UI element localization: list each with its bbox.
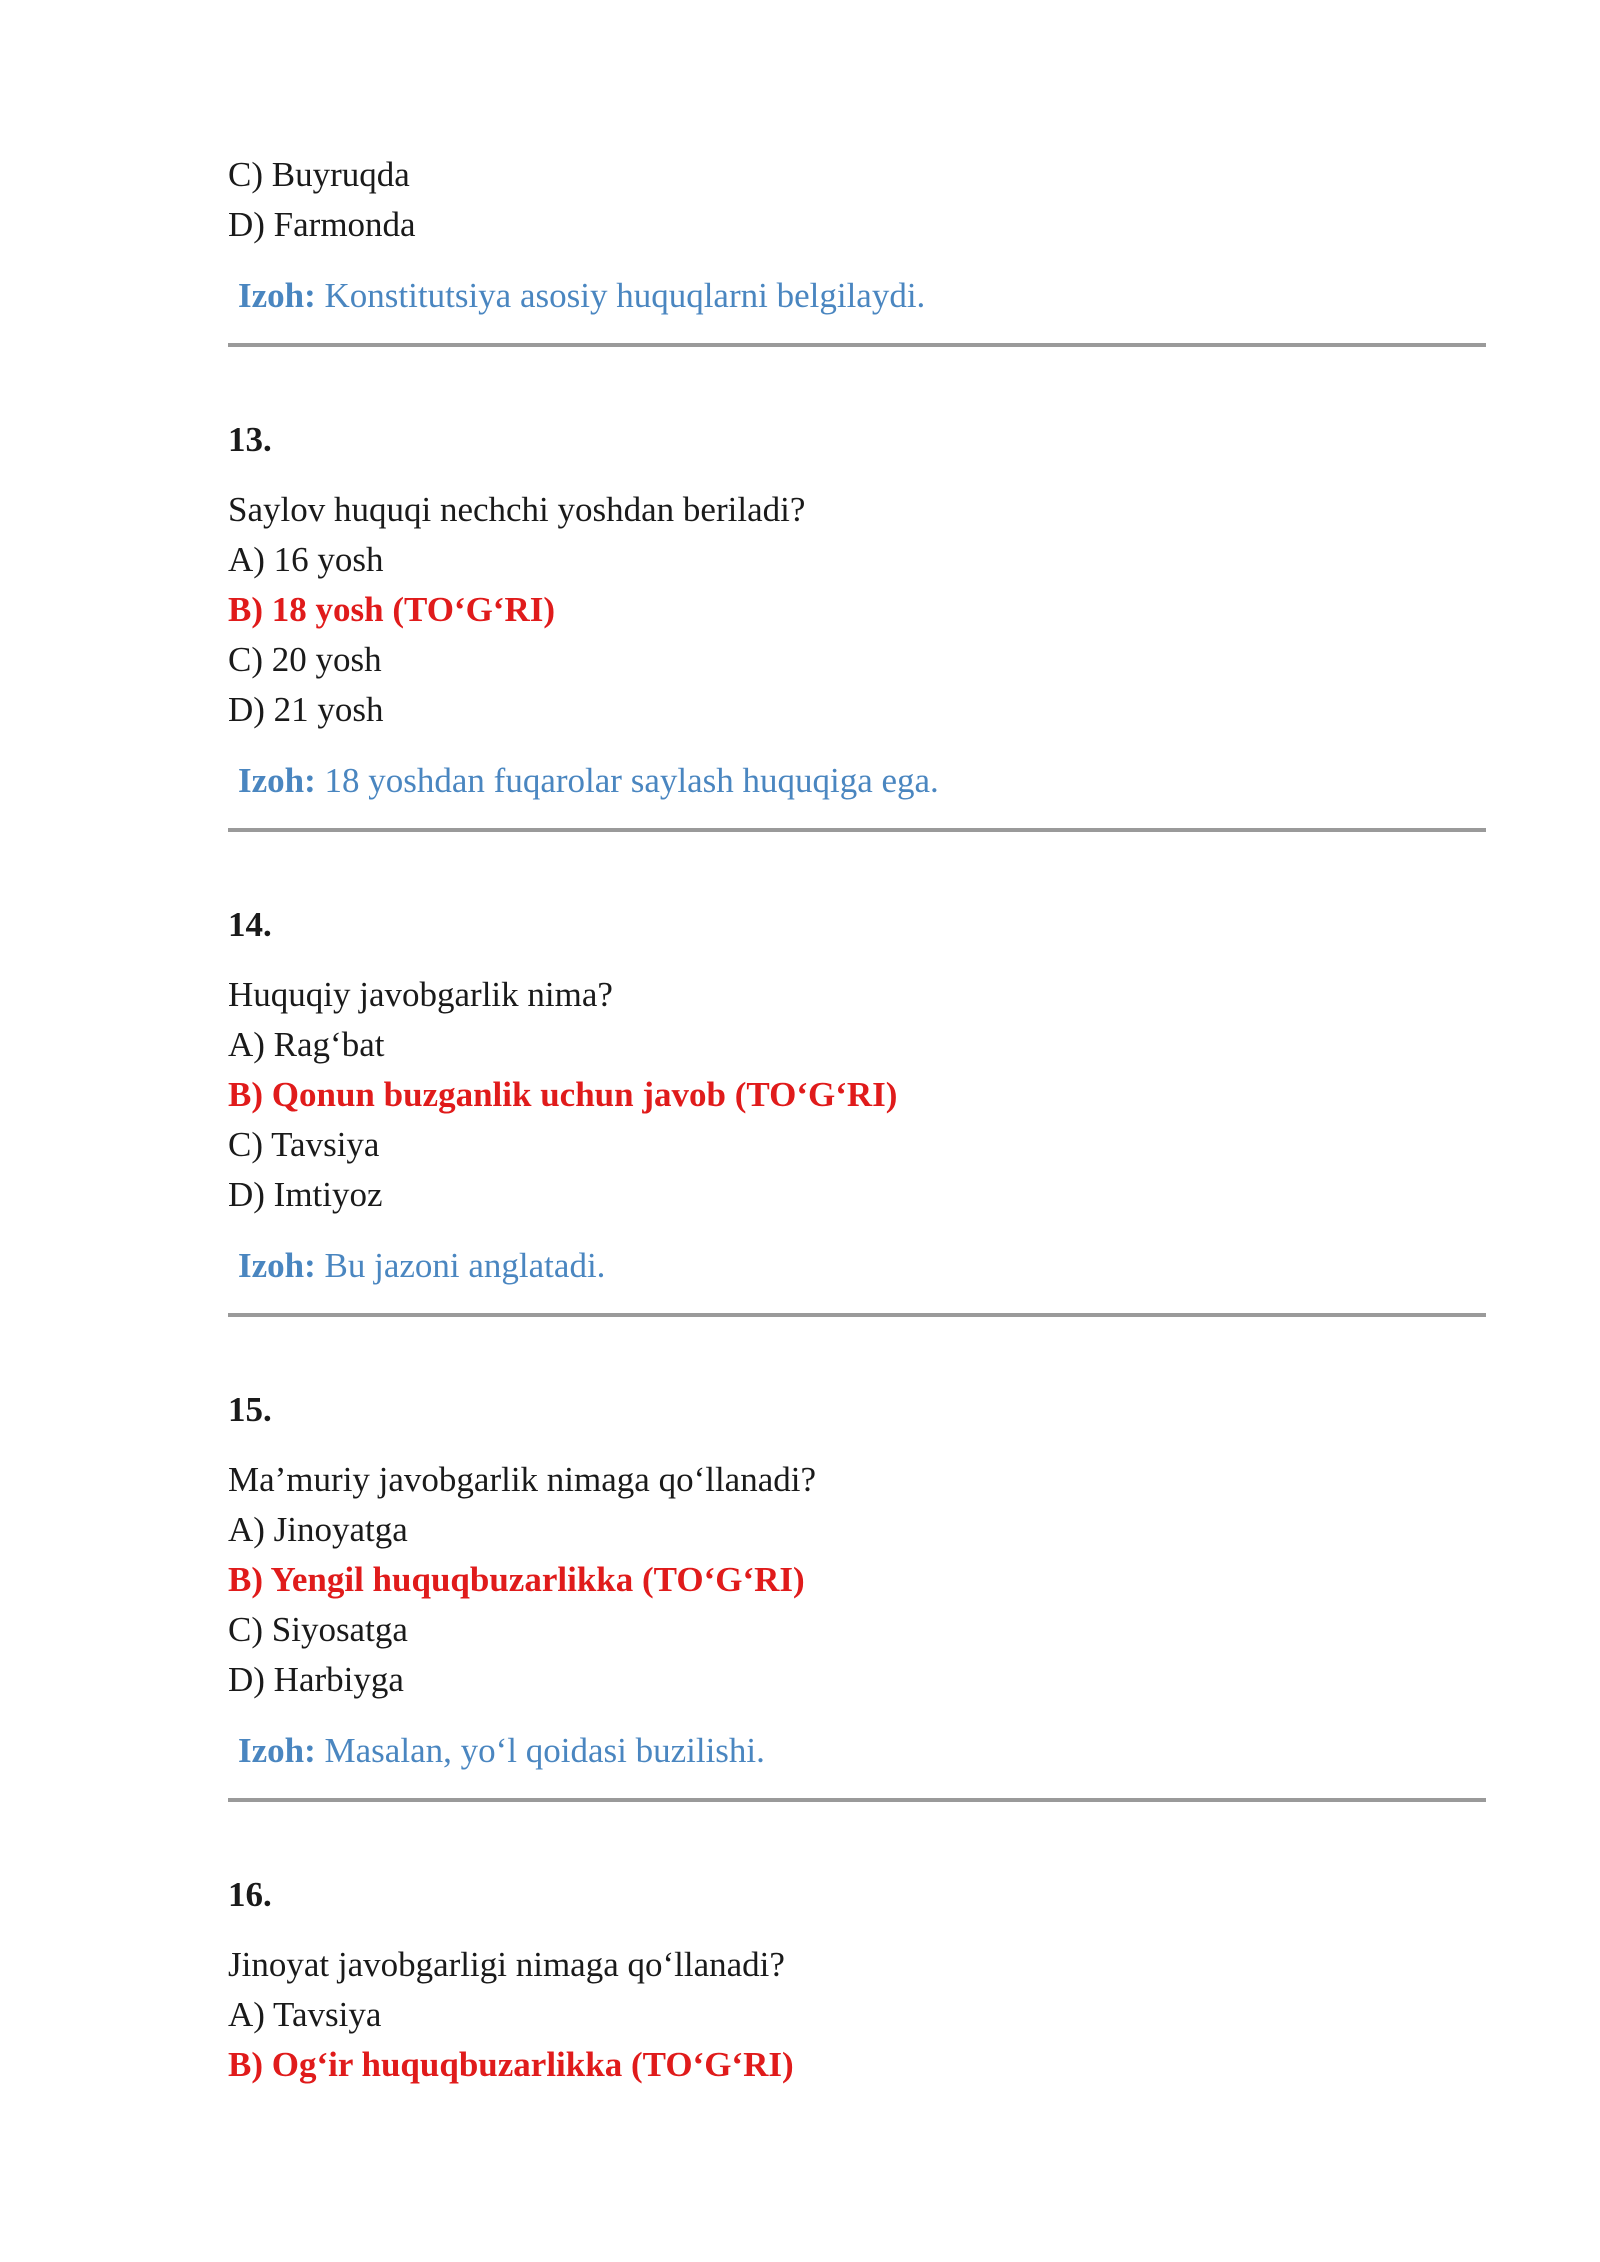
explanation-label: Izoh: [238, 276, 316, 315]
option-b-correct: B) Og‘ir huquqbuzarlikka (TO‘G‘RI) [228, 2045, 794, 2084]
explanation-label: Izoh: [238, 1731, 316, 1770]
option-d: D) Farmonda [228, 205, 416, 244]
explanation [228, 1241, 1486, 1291]
explanation [228, 756, 1486, 806]
option-d: D) Harbiyga [228, 1660, 404, 1699]
divider [228, 828, 1486, 832]
explanation-text: Bu jazoni anglatadi. [315, 1246, 606, 1285]
question-text: Ma’muriy javobgarlik nimaga qo‘llanadi? [228, 1460, 817, 1499]
option-c: C) Tavsiya [228, 1125, 380, 1164]
explanation-text: Masalan, yo‘l qoidasi buzilishi. [315, 1731, 765, 1770]
option-b-correct: B) Qonun buzganlik uchun javob (TO‘G‘RI) [228, 1075, 898, 1114]
explanation-label: Izoh: [238, 761, 316, 800]
question-12-tail [228, 150, 1486, 321]
option-a: A) 16 yosh [228, 540, 384, 579]
question-13 [228, 415, 1486, 806]
question-text: Huquqiy javobgarlik nima? [228, 975, 613, 1014]
question-16 [228, 1870, 1486, 2090]
option-c: C) Buyruqda [228, 155, 410, 194]
option-a: A) Tavsiya [228, 1995, 382, 2034]
explanation [228, 271, 1486, 321]
option-b-correct: B) Yengil huquqbuzarlikka (TO‘G‘RI) [228, 1560, 805, 1599]
divider [228, 1313, 1486, 1317]
option-a: A) Jinoyatga [228, 1510, 408, 1549]
option-a: A) Rag‘bat [228, 1025, 385, 1064]
option-b-correct: B) 18 yosh (TO‘G‘RI) [228, 590, 556, 629]
question-14 [228, 900, 1486, 1291]
question-text: Jinoyat javobgarligi nimaga qo‘llanadi? [228, 1945, 785, 1984]
option-c: C) 20 yosh [228, 640, 382, 679]
explanation [228, 1726, 1486, 1776]
question-number: 15. [228, 1390, 272, 1429]
option-d: D) 21 yosh [228, 690, 384, 729]
question-text: Saylov huquqi nechchi yoshdan beriladi? [228, 490, 806, 529]
divider [228, 343, 1486, 347]
option-c: C) Siyosatga [228, 1610, 408, 1649]
option-d: D) Imtiyoz [228, 1175, 383, 1214]
question-number: 16. [228, 1875, 272, 1914]
explanation-text: Konstitutsiya asosiy huquqlarni belgilaydi. [315, 276, 926, 315]
explanation-text: 18 yoshdan fuqarolar saylash huquqiga ega. [315, 761, 939, 800]
question-number: 13. [228, 420, 272, 459]
divider [228, 1798, 1486, 1802]
explanation-label: Izoh: [238, 1246, 316, 1285]
question-15 [228, 1385, 1486, 1776]
question-number: 14. [228, 905, 272, 944]
